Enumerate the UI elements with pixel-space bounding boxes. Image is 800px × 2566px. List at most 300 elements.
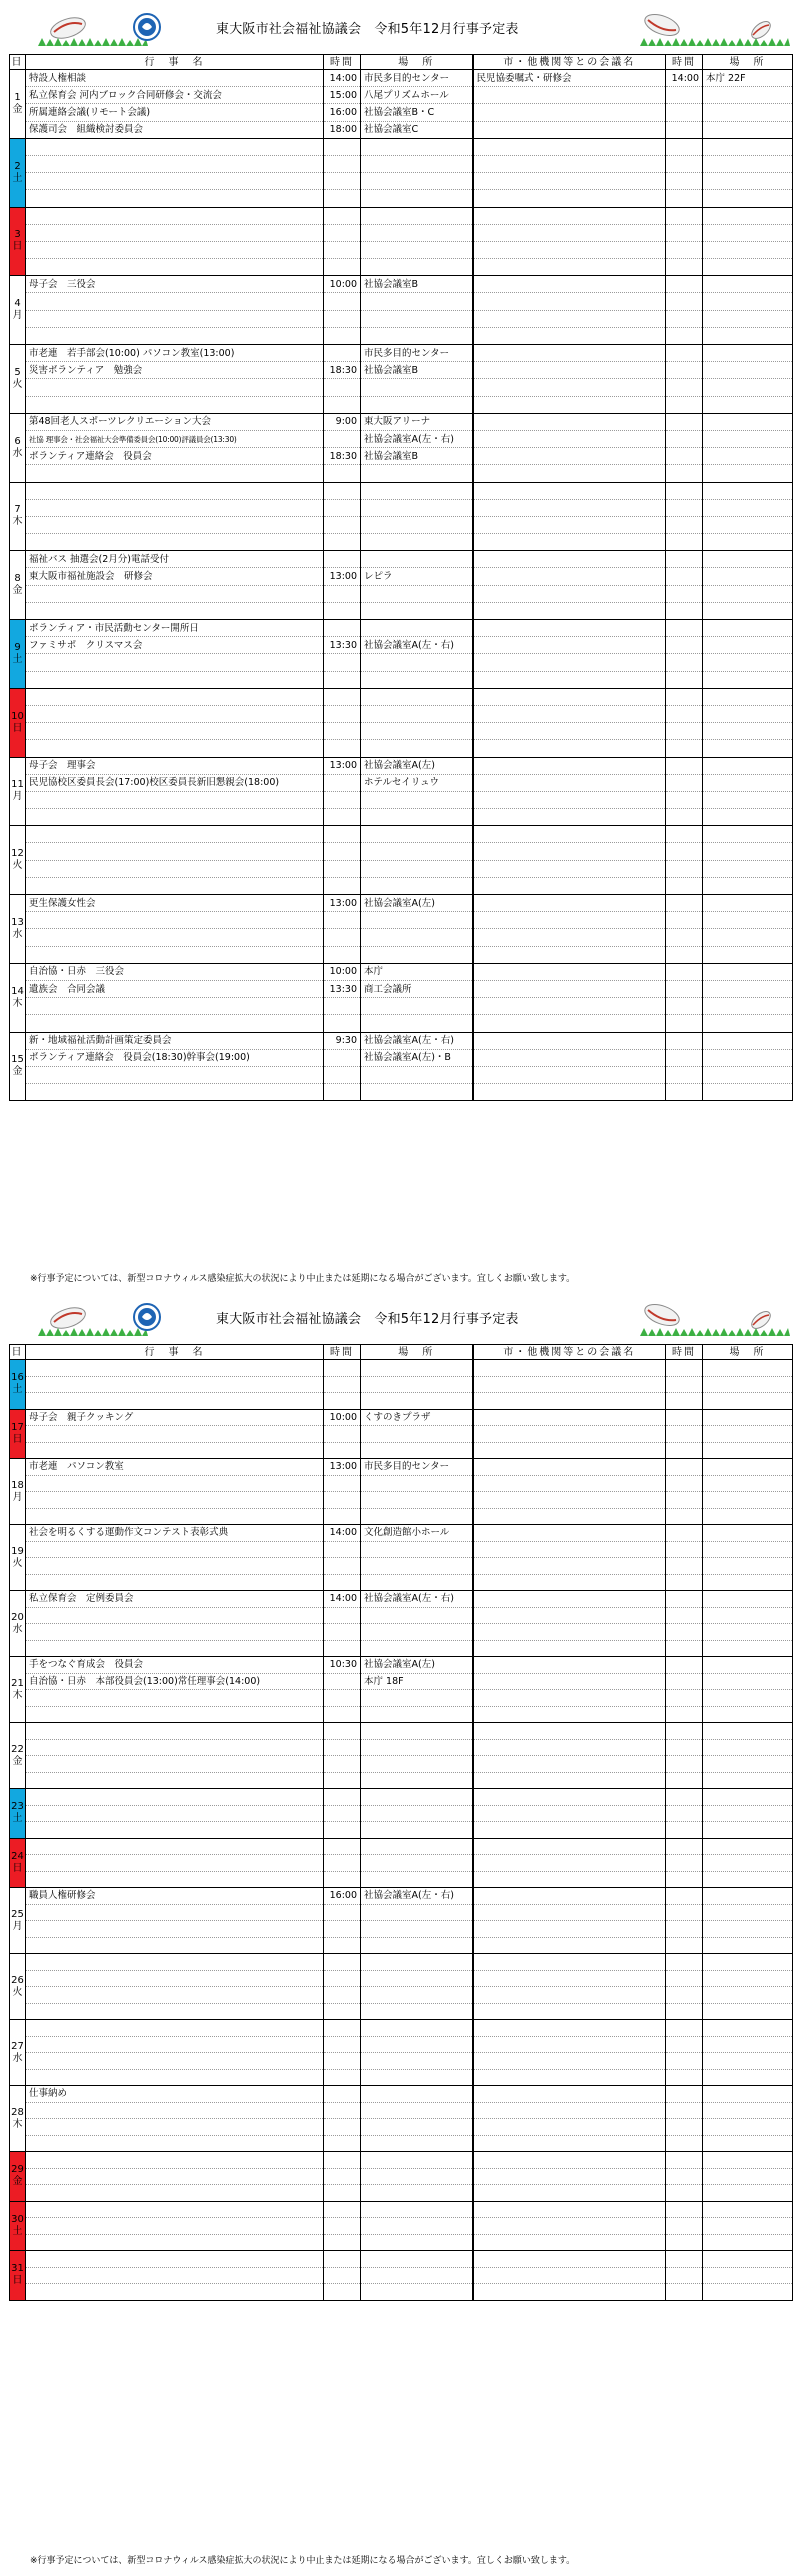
event-cell <box>26 1066 324 1083</box>
table-row <box>10 1690 793 1707</box>
external-event-cell <box>473 327 666 344</box>
table-row <box>10 2284 793 2301</box>
time-cell <box>324 860 361 877</box>
external-event-cell <box>473 534 666 551</box>
table-row <box>10 190 793 207</box>
day-cell <box>10 2020 26 2086</box>
external-place-cell <box>703 2119 793 2136</box>
event-cell <box>26 654 324 671</box>
external-time-cell <box>666 1871 703 1888</box>
external-time-cell <box>666 2251 703 2268</box>
external-event-cell <box>473 104 666 121</box>
time-cell <box>324 1805 361 1822</box>
place-cell: 社協会議室A(左) <box>361 1657 473 1674</box>
external-place-cell <box>703 121 793 138</box>
place-cell <box>361 482 473 499</box>
header-external-time: 時間 <box>666 55 703 70</box>
day-cell <box>10 1954 26 2020</box>
day-number: 5 <box>14 366 21 378</box>
day-cell <box>10 688 26 757</box>
event-cell <box>26 155 324 172</box>
day-of-week: 火 <box>12 1557 23 1569</box>
external-event-cell <box>473 379 666 396</box>
day-of-week: 火 <box>12 860 23 872</box>
external-event-cell <box>473 1607 666 1624</box>
place-cell: 社協会議室A(左) <box>361 895 473 912</box>
place-cell <box>361 1492 473 1509</box>
time-cell <box>324 2152 361 2169</box>
day-of-week: 日 <box>12 722 23 734</box>
place-cell: 本庁 <box>361 963 473 980</box>
table-row <box>10 379 793 396</box>
schedule-page-2 <box>0 1290 800 2566</box>
time-cell <box>324 1015 361 1032</box>
place-cell <box>361 1558 473 1575</box>
external-time-cell <box>666 362 703 379</box>
event-cell <box>26 1789 324 1806</box>
event-cell <box>26 705 324 722</box>
external-time-cell <box>666 946 703 963</box>
event-cell <box>26 843 324 860</box>
place-cell <box>361 1442 473 1459</box>
place-cell: 商工会議所 <box>361 980 473 997</box>
external-place-cell <box>703 516 793 533</box>
external-place-cell <box>703 671 793 688</box>
place-cell <box>361 2168 473 2185</box>
external-place-cell <box>703 1475 793 1492</box>
time-cell <box>324 293 361 310</box>
day-number: 25 <box>11 1908 24 1920</box>
external-time-cell <box>666 1690 703 1707</box>
external-event-cell <box>473 1409 666 1426</box>
place-cell: 社協会議室A(左・右) <box>361 1591 473 1608</box>
external-place-cell <box>703 1459 793 1476</box>
external-time-cell <box>666 224 703 241</box>
event-cell <box>26 1904 324 1921</box>
external-event-cell <box>473 2152 666 2169</box>
event-cell: 東大阪市福祉施設会 研修会 <box>26 568 324 585</box>
external-place-cell <box>703 1015 793 1032</box>
place-cell <box>361 2251 473 2268</box>
table-row <box>10 826 793 843</box>
time-cell <box>324 1049 361 1066</box>
event-cell: 仕事納め <box>26 2086 324 2103</box>
time-cell <box>324 1541 361 1558</box>
event-cell <box>26 2284 324 2301</box>
time-cell <box>324 396 361 413</box>
time-cell <box>324 551 361 568</box>
external-place-cell <box>703 430 793 447</box>
external-time-cell <box>666 998 703 1015</box>
external-time-cell <box>666 963 703 980</box>
external-event-cell <box>473 2036 666 2053</box>
external-event-cell <box>473 980 666 997</box>
external-time-cell <box>666 723 703 740</box>
external-event-cell <box>473 705 666 722</box>
event-cell: 所属連絡会議(リモート会議) <box>26 104 324 121</box>
external-place-cell <box>703 740 793 757</box>
external-time-cell <box>666 1822 703 1839</box>
place-cell <box>361 791 473 808</box>
table-row <box>10 1049 793 1066</box>
event-cell <box>26 2119 324 2136</box>
time-cell <box>324 1855 361 1872</box>
external-place-cell <box>703 980 793 997</box>
day-number: 11 <box>11 779 24 791</box>
table-row <box>10 740 793 757</box>
external-event-cell <box>473 155 666 172</box>
external-place-cell <box>703 2036 793 2053</box>
external-time-cell <box>666 620 703 637</box>
time-cell <box>324 2218 361 2235</box>
day-of-week: 日 <box>12 2275 23 2287</box>
table-row <box>10 912 793 929</box>
day-number: 14 <box>11 985 24 997</box>
external-place-cell <box>703 1789 793 1806</box>
day-number: 23 <box>11 1801 24 1813</box>
place-cell <box>361 1987 473 2004</box>
place-cell <box>361 1855 473 1872</box>
day-of-week: 土 <box>12 172 23 184</box>
external-time-cell <box>666 1426 703 1443</box>
place-cell <box>361 1426 473 1443</box>
event-cell <box>26 2234 324 2251</box>
external-time-cell <box>666 1772 703 1789</box>
event-cell <box>26 946 324 963</box>
external-event-cell <box>473 946 666 963</box>
external-time-cell <box>666 1789 703 1806</box>
external-place-cell <box>703 688 793 705</box>
table-row <box>10 1789 793 1806</box>
external-place-cell <box>703 413 793 430</box>
external-place-cell <box>703 207 793 224</box>
external-place-cell <box>703 912 793 929</box>
external-place-cell <box>703 826 793 843</box>
external-time-cell <box>666 138 703 155</box>
place-cell <box>361 740 473 757</box>
time-cell <box>324 1624 361 1641</box>
place-cell <box>361 1607 473 1624</box>
day-cell <box>10 620 26 689</box>
event-cell <box>26 516 324 533</box>
event-cell <box>26 2069 324 2086</box>
event-cell <box>26 2053 324 2070</box>
external-time-cell <box>666 155 703 172</box>
time-cell <box>324 1607 361 1624</box>
external-time-cell <box>666 2284 703 2301</box>
table-row <box>10 310 793 327</box>
place-cell <box>361 705 473 722</box>
external-time-cell <box>666 1739 703 1756</box>
time-cell <box>324 1838 361 1855</box>
event-cell: 社協 理事会・社会福祉大会準備委員会(10:00)評議員会(13:30) <box>26 430 324 447</box>
external-time-cell <box>666 2086 703 2103</box>
external-event-cell <box>473 1574 666 1591</box>
day-number: 2 <box>14 160 21 172</box>
time-cell <box>324 1987 361 2004</box>
time-cell: 14:00 <box>324 1525 361 1542</box>
time-cell: 10:00 <box>324 963 361 980</box>
external-time-cell <box>666 1904 703 1921</box>
event-cell <box>26 1393 324 1410</box>
place-cell <box>361 241 473 258</box>
place-cell: 社協会議室A(左) <box>361 757 473 774</box>
table-row <box>10 929 793 946</box>
external-time-cell <box>666 173 703 190</box>
time-cell: 16:00 <box>324 1888 361 1905</box>
external-place-cell <box>703 1574 793 1591</box>
external-time-cell <box>666 345 703 362</box>
rugby-ball-icon <box>48 1306 88 1330</box>
external-place-cell <box>703 173 793 190</box>
day-number: 29 <box>11 2164 24 2176</box>
place-cell <box>361 2152 473 2169</box>
event-cell <box>26 809 324 826</box>
time-cell: 13:00 <box>324 1459 361 1476</box>
time-cell <box>324 1690 361 1707</box>
day-of-week: 月 <box>12 791 23 803</box>
event-cell <box>26 1360 324 1377</box>
external-time-cell <box>666 1723 703 1740</box>
event-cell: 民児協校区委員長会(17:00)校区委員長新旧懇親会(18:00) <box>26 774 324 791</box>
time-cell: 14:00 <box>324 1591 361 1608</box>
place-cell <box>361 1871 473 1888</box>
external-place-cell <box>703 87 793 104</box>
external-time-cell <box>666 791 703 808</box>
table-row <box>10 138 793 155</box>
event-cell <box>26 396 324 413</box>
external-time-cell <box>666 602 703 619</box>
external-time-cell <box>666 1360 703 1377</box>
day-number: 6 <box>14 435 21 447</box>
place-cell <box>361 1739 473 1756</box>
external-place-cell <box>703 757 793 774</box>
table-row <box>10 224 793 241</box>
time-cell: 13:00 <box>324 895 361 912</box>
table-row <box>10 1937 793 1954</box>
event-cell <box>26 1970 324 1987</box>
time-cell <box>324 998 361 1015</box>
external-place-cell <box>703 1904 793 1921</box>
day-cell <box>10 1888 26 1954</box>
place-cell <box>361 1541 473 1558</box>
event-cell <box>26 2201 324 2218</box>
footer-note: ※行事予定については、新型コロナウィルス感染症拡大の状況により中止または延期になる場合がございます。宜しくお願い致します。 <box>30 2556 576 2566</box>
table-row <box>10 1409 793 1426</box>
external-event-cell <box>473 87 666 104</box>
place-cell <box>361 224 473 241</box>
place-cell <box>361 585 473 602</box>
external-time-cell <box>666 2119 703 2136</box>
table-row <box>10 774 793 791</box>
day-cell <box>10 1360 26 1410</box>
event-cell <box>26 826 324 843</box>
external-place-cell <box>703 723 793 740</box>
time-cell: 14:00 <box>324 70 361 87</box>
place-cell: 市民多目的センター <box>361 345 473 362</box>
external-place-cell <box>703 1393 793 1410</box>
external-event-cell <box>473 121 666 138</box>
event-cell <box>26 1756 324 1773</box>
external-place-cell <box>703 791 793 808</box>
external-time-cell <box>666 1084 703 1101</box>
time-cell <box>324 2053 361 2070</box>
place-cell: 社協会議室B <box>361 362 473 379</box>
time-cell <box>324 482 361 499</box>
event-cell <box>26 791 324 808</box>
event-cell <box>26 1492 324 1509</box>
table-row <box>10 1376 793 1393</box>
external-event-cell <box>473 241 666 258</box>
table-row <box>10 1360 793 1377</box>
external-time-cell <box>666 929 703 946</box>
event-cell <box>26 1475 324 1492</box>
external-place-cell <box>703 448 793 465</box>
external-event-cell <box>473 396 666 413</box>
external-time-cell <box>666 1921 703 1938</box>
table-row <box>10 1541 793 1558</box>
external-place-cell <box>703 1607 793 1624</box>
external-event-cell <box>473 2185 666 2202</box>
header-time: 時間 <box>324 1345 361 1360</box>
time-cell <box>324 2185 361 2202</box>
external-event-cell <box>473 723 666 740</box>
time-cell <box>324 2069 361 2086</box>
table-row <box>10 688 793 705</box>
place-cell <box>361 2284 473 2301</box>
day-number: 28 <box>11 2106 24 2118</box>
external-event-cell <box>473 1640 666 1657</box>
day-number: 26 <box>11 1974 24 1986</box>
day-of-week: 木 <box>12 997 23 1009</box>
external-event-cell <box>473 826 666 843</box>
day-cell <box>10 70 26 139</box>
table-row <box>10 860 793 877</box>
external-place-cell <box>703 1591 793 1608</box>
table-row <box>10 362 793 379</box>
external-place-cell <box>703 1525 793 1542</box>
place-cell: 社協会議室B <box>361 448 473 465</box>
external-event-cell <box>473 585 666 602</box>
external-event-cell <box>473 1789 666 1806</box>
place-cell <box>361 723 473 740</box>
table-row <box>10 259 793 276</box>
external-time-cell <box>666 327 703 344</box>
event-cell <box>26 2135 324 2152</box>
table-row <box>10 2102 793 2119</box>
external-time-cell <box>666 396 703 413</box>
table-row <box>10 2086 793 2103</box>
time-cell <box>324 1508 361 1525</box>
table-row <box>10 1706 793 1723</box>
table-row <box>10 2168 793 2185</box>
place-cell <box>361 1640 473 1657</box>
table-row <box>10 413 793 430</box>
external-event-cell <box>473 1084 666 1101</box>
external-event-cell <box>473 1049 666 1066</box>
external-event-cell <box>473 1591 666 1608</box>
event-cell <box>26 1541 324 1558</box>
external-time-cell <box>666 207 703 224</box>
external-place-cell <box>703 2020 793 2037</box>
place-cell: 東大阪アリーナ <box>361 413 473 430</box>
day-cell <box>10 2152 26 2202</box>
day-cell <box>10 207 26 276</box>
event-cell <box>26 1739 324 1756</box>
place-cell: 市民多目的センター <box>361 70 473 87</box>
external-place-cell <box>703 2086 793 2103</box>
day-cell <box>10 1789 26 1839</box>
table-row <box>10 1805 793 1822</box>
place-cell <box>361 2185 473 2202</box>
time-cell <box>324 740 361 757</box>
external-place-cell <box>703 1822 793 1839</box>
time-cell <box>324 1442 361 1459</box>
external-place-cell <box>703 1937 793 1954</box>
time-cell <box>324 1772 361 1789</box>
external-place-cell <box>703 259 793 276</box>
place-cell <box>361 1954 473 1971</box>
external-time-cell <box>666 2135 703 2152</box>
external-event-cell <box>473 1673 666 1690</box>
event-cell: 母子会 理事会 <box>26 757 324 774</box>
place-cell <box>361 551 473 568</box>
table-row <box>10 207 793 224</box>
time-cell: 16:00 <box>324 104 361 121</box>
day-number: 17 <box>11 1421 24 1433</box>
place-cell <box>361 1475 473 1492</box>
table-row <box>10 465 793 482</box>
external-time-cell <box>666 637 703 654</box>
event-cell: 母子会 三役会 <box>26 276 324 293</box>
event-cell: 自治協・日赤 三役会 <box>26 963 324 980</box>
time-cell <box>324 1789 361 1806</box>
external-time-cell <box>666 482 703 499</box>
external-place-cell <box>703 1723 793 1740</box>
table-row <box>10 1640 793 1657</box>
day-of-week: 金 <box>12 1755 23 1767</box>
external-place-cell <box>703 705 793 722</box>
day-number: 13 <box>11 916 24 928</box>
day-of-week: 土 <box>12 1813 23 1825</box>
event-cell: 保護司会 組織検討委員会 <box>26 121 324 138</box>
external-time-cell <box>666 1954 703 1971</box>
table-row <box>10 2201 793 2218</box>
external-place-cell <box>703 1657 793 1674</box>
external-event-cell <box>473 1459 666 1476</box>
day-number: 12 <box>11 848 24 860</box>
external-event-cell <box>473 1739 666 1756</box>
external-place-cell <box>703 2135 793 2152</box>
header-event: 行 事 名 <box>26 1345 324 1360</box>
external-place-cell <box>703 1032 793 1049</box>
event-cell <box>26 740 324 757</box>
page-header <box>0 0 800 42</box>
time-cell <box>324 1904 361 1921</box>
day-of-week: 木 <box>12 516 23 528</box>
external-event-cell <box>473 860 666 877</box>
place-cell <box>361 1756 473 1773</box>
time-cell <box>324 430 361 447</box>
external-place-cell <box>703 1376 793 1393</box>
place-cell <box>361 2053 473 2070</box>
external-place-cell <box>703 1838 793 1855</box>
time-cell <box>324 465 361 482</box>
external-place-cell <box>703 946 793 963</box>
external-event-cell <box>473 2086 666 2103</box>
table-row <box>10 345 793 362</box>
external-time-cell <box>666 1376 703 1393</box>
